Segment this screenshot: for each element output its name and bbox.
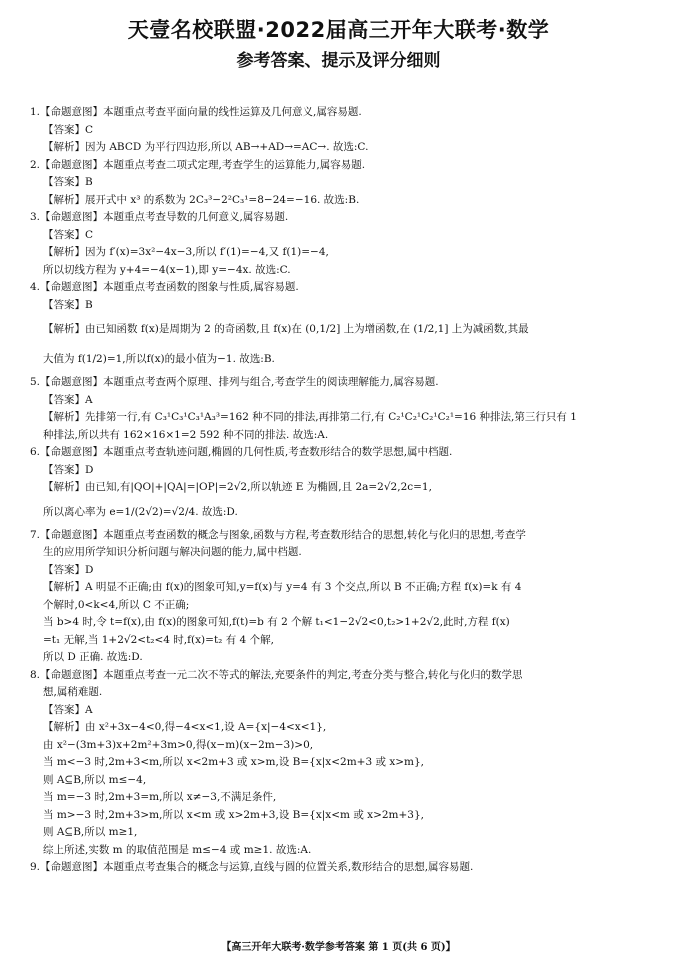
answer-line: 【解析】先排第一行,有 C₃¹C₃¹C₃¹A₃³=162 种不同的排法,再排第二行,有 C₂¹C₂¹C₂¹C₂¹=16 种排法,第三行只有 1 <box>43 411 577 423</box>
answer-line: 综上所述,实数 m 的取值范围是 m≤−4 或 m≥1. 故选:A. <box>43 843 312 856</box>
answer-line: 当 m>−3 时,2m+3>m,所以 x<m 或 x>2m+3,设 B={x|x<m 或 x>2m+3}, <box>43 808 425 821</box>
page-subtitle: 参考答案、提示及评分细则 <box>236 51 441 71</box>
answer-line: 2.【命题意图】本题重点考查二项式定理,考查学生的运算能力,属容易题. <box>30 158 366 171</box>
answer-line: 【解析】A 明显不正确;由 f(x)的图象可知,y=f(x)与 y=4 有 3 个交点,所以 B 不正确;方程 f(x)=k 有 4 <box>43 581 522 593</box>
answer-line: 【解析】由已知函数 f(x)是周期为 2 的奇函数,且 f(x)在 (0,1/2] 上为增函数,在 (1/2,1] 上为减函数,其最 <box>43 323 529 335</box>
answer-line: 【解析】因为 f′(x)=3x²−4x−3,所以 f′(1)=−4,又 f(1)=−4, <box>43 246 329 258</box>
page-title: 天壹名校联盟·2022届高三开年大联考·数学 <box>127 18 550 42</box>
answer-line: 生的应用所学知识分析问题与解决问题的能力,属中档题. <box>43 546 302 558</box>
answer-body <box>30 104 655 877</box>
answer-line: 所以 D 正确. 故选:D. <box>43 651 143 663</box>
answer-line: 9.【命题意图】本题重点考查集合的概念与运算,直线与圆的位置关系,数形结合的思想,属容易题. <box>30 861 474 873</box>
answer-line: 【解析】由已知,有|QO|+|QA|=|OP|=2√2,所以轨迹 E 为椭圆,且 2a=2√2,2c=1, <box>43 481 432 493</box>
answer-line: 【答案】B <box>43 176 93 188</box>
answer-line: 【答案】A <box>43 393 93 406</box>
answer-line: 则 A⊆B,所以 m≥1, <box>43 826 138 838</box>
answer-line: 【答案】D <box>43 463 94 476</box>
answer-line: 则 A⊆B,所以 m≤−4, <box>43 773 147 786</box>
answer-line: 大值为 f(1/2)=1,所以f(x)的最小值为−1. 故选:B. <box>43 353 275 365</box>
answer-line: 8.【命题意图】本题重点考查一元二次不等式的解法,充要条件的判定,考查分类与整合,转化与化归的数学思 <box>30 668 523 681</box>
answer-line: 由 x²−(3m+3)x+2m²+3m>0,得(x−m)(x−2m−3)>0, <box>43 738 314 751</box>
answer-line: 当 m=−3 时,2m+3=m,所以 x≠−3,不满足条件, <box>43 791 277 803</box>
answer-line: 所以切线方程为 y+4=−4(x−1),即 y=−4x. 故选:C. <box>43 263 291 276</box>
answer-line: 个解时,0<k<4,所以 C 不正确; <box>43 598 190 611</box>
answer-line: 种排法,所以共有 162×16×1=2 592 种不同的排法. 故选:A. <box>43 428 329 441</box>
answer-line: 4.【命题意图】本题重点考查函数的图象与性质,属容易题. <box>30 281 299 293</box>
page-footer: 【高三开年大联考·数学参考答案 第 1 页(共 6 页)】 <box>221 942 456 953</box>
answer-line: 【答案】C <box>43 123 94 136</box>
answer-line: 当 b>4 时,令 t=f(x),由 f(x)的图象可知,f(t)=b 有 2 个解 t₁<1−2√2<0,t₂>1+2√2,此时,方程 f(x) <box>43 616 510 628</box>
answer-line: 1.【命题意图】本题重点考查平面向量的线性运算及几何意义,属容易题. <box>30 106 362 118</box>
answer-line: 3.【命题意图】本题重点考查导数的几何意义,属容易题. <box>30 211 289 223</box>
answer-line: 6.【命题意图】本题重点考查轨迹问题,椭圆的几何性质,考查数形结合的数学思想,属中档题. <box>30 446 453 458</box>
answer-line: 【答案】C <box>43 228 94 241</box>
answer-line: 5.【命题意图】本题重点考查两个原理、排列与组合,考查学生的阅读理解能力,属容易题. <box>30 376 439 388</box>
answer-line: 【答案】A <box>43 703 93 716</box>
answer-line: 【答案】B <box>43 298 93 311</box>
answer-line: 【解析】由 x²+3x−4<0,得−4<x<1,设 A={x|−4<x<1}, <box>43 721 327 733</box>
answer-line: =t₁ 无解,当 1+2√2<t₂<4 时,f(x)=t₂ 有 4 个解, <box>43 633 274 646</box>
answer-line: 当 m<−3 时,2m+3<m,所以 x<2m+3 或 x>m,设 B={x|x<2m+3 或 x>m}, <box>43 756 425 768</box>
answer-line: 想,属稍难题. <box>43 686 103 698</box>
answer-line: 【解析】展开式中 x³ 的系数为 2C₃³−2²C₃¹=8−24=−16. 故选:B. <box>43 193 360 206</box>
answer-line: 【答案】D <box>43 563 94 576</box>
answer-line: 7.【命题意图】本题重点考查函数的概念与图象,函数与方程,考查数形结合的思想,转化与化归的思想,考查学 <box>30 528 526 541</box>
answer-line: 【解析】因为 ABCD 为平行四边形,所以 AB→+AD→=AC→. 故选:C. <box>43 141 369 153</box>
answer-line: 所以离心率为 e=1/(2√2)=√2/4. 故选:D. <box>43 505 238 518</box>
